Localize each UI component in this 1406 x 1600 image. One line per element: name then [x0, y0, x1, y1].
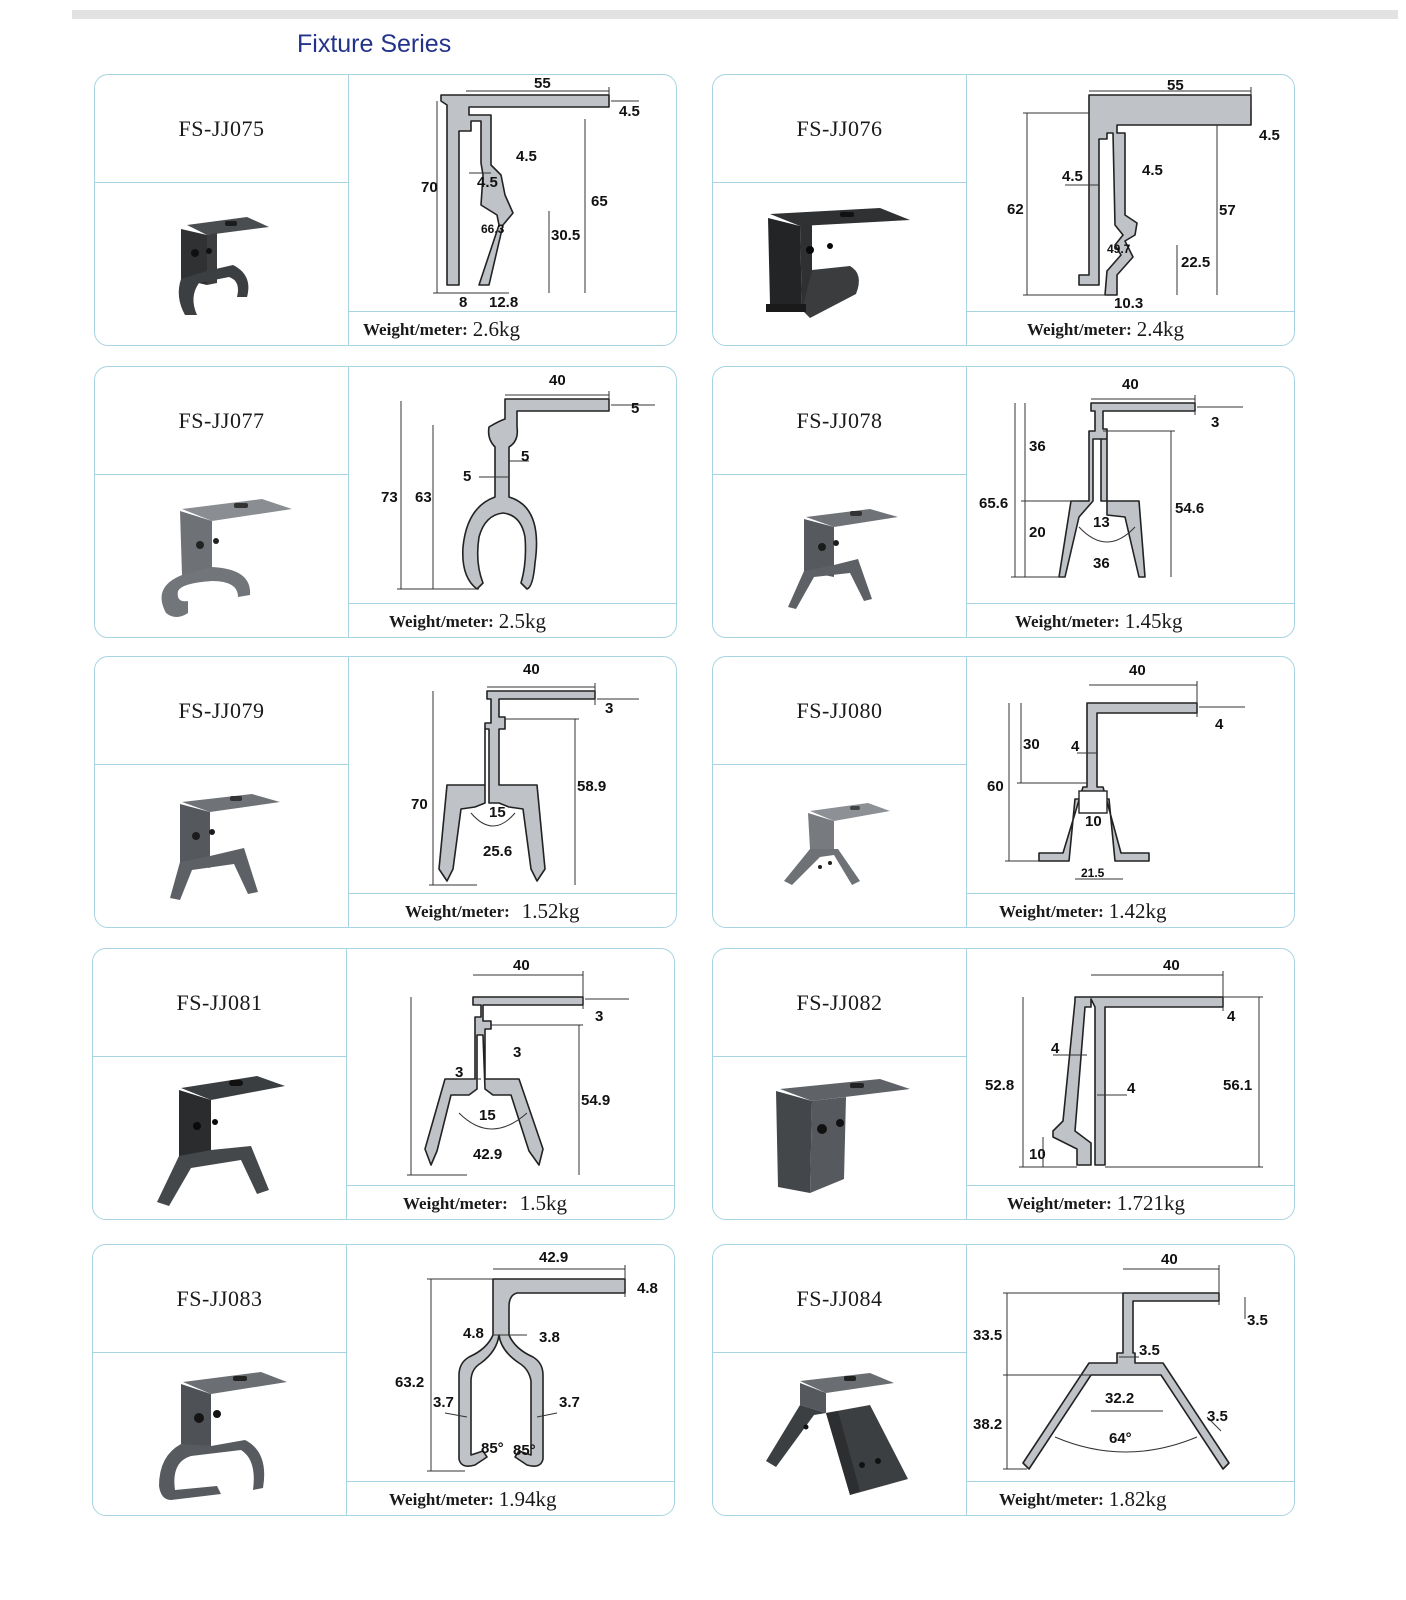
card-left-column: [95, 367, 349, 637]
profile-drawing: [349, 75, 677, 311]
series-title: Fixture Series: [297, 30, 452, 58]
card-left-column: [713, 367, 967, 637]
profile-drawing: [347, 1245, 675, 1481]
dim-label: 40: [1163, 957, 1180, 974]
dim-label: 36: [1029, 438, 1046, 455]
dim-label: 5: [463, 468, 472, 485]
product-photo: [713, 1057, 966, 1220]
dim-label: 3.8: [539, 1329, 560, 1346]
product-photo: [713, 183, 966, 346]
profile-drawing: [967, 949, 1295, 1185]
weight-label: Weight/meter:: [999, 1489, 1104, 1509]
dim-label: 3: [605, 700, 614, 717]
weight-row: [347, 1481, 675, 1516]
dim-label: 8: [459, 294, 468, 311]
product-photo: [713, 1353, 966, 1516]
product-photo: [95, 475, 348, 638]
bracket-render-image: [760, 1365, 920, 1505]
dim-label: 54.6: [1175, 500, 1205, 517]
product-card-fs-jj084: [712, 1244, 1295, 1516]
dim-label: 65: [591, 193, 608, 210]
dim-label: 4.5: [1259, 127, 1280, 144]
weight-label: Weight/meter:: [1027, 319, 1132, 339]
product-code: FS-JJ076: [796, 115, 883, 141]
dim-label: 21.5: [1081, 866, 1105, 880]
bracket-render-image: [780, 797, 900, 897]
dim-label: 3.7: [559, 1394, 580, 1411]
code-cell: [713, 657, 966, 765]
weight-label: Weight/meter:: [1015, 611, 1120, 631]
card-left-column: [93, 1245, 347, 1515]
profile-drawing: [967, 1245, 1295, 1481]
dim-label: 3.5: [1207, 1408, 1228, 1425]
dim-label: 52.8: [985, 1077, 1015, 1094]
dim-label: 85°: [481, 1440, 504, 1457]
weight-label: Weight/meter:: [1007, 1193, 1112, 1213]
code-cell: [95, 657, 348, 765]
product-card-fs-jj081: [92, 948, 675, 1220]
code-cell: [713, 949, 966, 1057]
weight-row: [967, 603, 1295, 638]
dim-label: 49.7: [1107, 242, 1131, 256]
weight-row: [347, 1185, 675, 1220]
weight-value: 1.5kg: [519, 1191, 568, 1215]
weight-row: [349, 893, 677, 928]
product-code: FS-JJ077: [178, 407, 265, 433]
dim-label: 3: [595, 1008, 604, 1025]
dim-label: 62: [1007, 201, 1024, 218]
weight-value: 2.4kg: [1136, 317, 1185, 341]
weight-value: 1.82kg: [1108, 1487, 1167, 1511]
card-left-column: [713, 1245, 967, 1515]
dim-label: 4.8: [637, 1280, 658, 1297]
product-card-fs-jj080: [712, 656, 1295, 928]
card-left-column: [93, 949, 347, 1219]
dim-label: 64°: [1109, 1430, 1132, 1447]
bracket-render-image: [157, 205, 287, 325]
dim-label: 25.6: [483, 843, 513, 860]
dim-label: 13: [1093, 514, 1110, 531]
product-photo: [713, 475, 966, 638]
product-card-fs-jj077: [94, 366, 677, 638]
weight-row: [967, 1185, 1295, 1220]
dim-label: 70: [421, 179, 438, 196]
dim-label: 70: [411, 796, 428, 813]
bracket-render-image: [145, 1064, 295, 1214]
dim-label: 40: [513, 957, 530, 974]
dim-label: 32.2: [1105, 1390, 1135, 1407]
dim-label: 42.9: [539, 1249, 569, 1266]
dim-label: 20: [1029, 524, 1046, 541]
dim-label: 3: [513, 1044, 522, 1061]
dim-label: 3: [1211, 414, 1220, 431]
code-cell: [93, 1245, 346, 1353]
weight-value: 1.721kg: [1116, 1191, 1186, 1215]
dim-label: 36: [1093, 555, 1110, 572]
product-code: FS-JJ078: [796, 407, 883, 433]
product-code: FS-JJ079: [178, 697, 265, 723]
dim-label: 55: [534, 75, 551, 92]
product-card-fs-jj083: [92, 1244, 675, 1516]
product-card-fs-jj078: [712, 366, 1295, 638]
profile-drawing: [349, 657, 677, 893]
dim-label: 33.5: [973, 1327, 1003, 1344]
bracket-render-image: [152, 782, 292, 912]
product-card-fs-jj079: [94, 656, 677, 928]
product-code: FS-JJ083: [176, 1285, 263, 1311]
product-photo: [93, 1353, 346, 1516]
bracket-render-image: [770, 497, 910, 617]
dim-label: 55: [1167, 77, 1184, 94]
dim-label: 15: [479, 1107, 496, 1124]
dim-label: 40: [1122, 376, 1139, 393]
profile-drawing: [347, 949, 675, 1185]
dim-label: 40: [1129, 662, 1146, 679]
product-code: FS-JJ080: [796, 697, 883, 723]
dim-label: 40: [523, 661, 540, 678]
dim-label: 15: [489, 804, 506, 821]
dim-label: 5: [521, 448, 530, 465]
dim-label: 10: [1029, 1146, 1046, 1163]
profile-drawing: [967, 367, 1295, 603]
dim-label: 60: [987, 778, 1004, 795]
bracket-render-image: [142, 487, 302, 627]
dim-label: 30.5: [551, 227, 581, 244]
card-left-column: [95, 75, 349, 345]
weight-value: 1.45kg: [1124, 609, 1183, 633]
product-code: FS-JJ081: [176, 989, 263, 1015]
dim-label: 56.1: [1223, 1077, 1253, 1094]
product-card-fs-jj075: [94, 74, 677, 346]
dim-label: 3: [455, 1064, 464, 1081]
weight-row: [967, 311, 1295, 346]
product-code: FS-JJ084: [796, 1285, 883, 1311]
weight-value: 2.6kg: [472, 317, 521, 341]
weight-label: Weight/meter:: [389, 1489, 494, 1509]
weight-row: [349, 603, 677, 638]
bracket-render-image: [145, 1360, 295, 1510]
product-photo: [713, 765, 966, 928]
dim-label: 54.9: [581, 1092, 611, 1109]
weight-value: 2.5kg: [498, 609, 547, 633]
profile-drawing: [967, 75, 1295, 311]
product-photo: [95, 183, 348, 346]
profile-drawing: [349, 367, 677, 603]
dim-label: 30: [1023, 736, 1040, 753]
dim-label: 4.5: [1062, 168, 1083, 185]
code-cell: [95, 367, 348, 475]
card-left-column: [713, 657, 967, 927]
dim-label: 40: [549, 372, 566, 389]
dim-label: 66.3: [481, 222, 505, 236]
weight-label: Weight/meter:: [405, 901, 510, 921]
weight-row: [967, 1481, 1295, 1516]
dim-label: 22.5: [1181, 254, 1211, 271]
weight-value: 1.42kg: [1108, 899, 1167, 923]
product-photo: [93, 1057, 346, 1220]
dim-label: 10.3: [1114, 295, 1144, 311]
dim-label: 38.2: [973, 1416, 1003, 1433]
bracket-render-image: [760, 1069, 920, 1209]
weight-label: Weight/meter:: [999, 901, 1104, 921]
dim-label: 4.5: [1142, 162, 1163, 179]
weight-value: 1.94kg: [498, 1487, 557, 1511]
weight-label: Weight/meter:: [389, 611, 494, 631]
dim-label: 3.7: [433, 1394, 454, 1411]
product-code: FS-JJ075: [178, 115, 265, 141]
dim-label: 63: [415, 489, 432, 506]
dim-label: 63.2: [395, 1374, 425, 1391]
card-left-column: [95, 657, 349, 927]
card-left-column: [713, 949, 967, 1219]
dim-label: 4.5: [619, 103, 640, 120]
dim-label: 4: [1051, 1040, 1060, 1057]
dim-label: 58.9: [577, 778, 607, 795]
weight-row: [967, 893, 1295, 928]
profile-drawing: [967, 657, 1295, 893]
dim-label: 40: [1161, 1251, 1178, 1268]
code-cell: [93, 949, 346, 1057]
weight-label: Weight/meter:: [363, 319, 468, 339]
code-cell: [713, 367, 966, 475]
code-cell: [713, 75, 966, 183]
code-cell: [713, 1245, 966, 1353]
dim-label: 4.8: [463, 1325, 484, 1342]
product-code: FS-JJ082: [796, 989, 883, 1015]
dim-label: 85°: [513, 1442, 536, 1459]
product-card-fs-jj082: [712, 948, 1295, 1220]
code-cell: [95, 75, 348, 183]
dim-label: 10: [1085, 813, 1102, 830]
dim-label: 4: [1227, 1008, 1236, 1025]
dim-label: 4.5: [516, 148, 537, 165]
dim-label: 5: [631, 400, 640, 417]
dim-label: 4: [1127, 1080, 1136, 1097]
product-card-fs-jj076: [712, 74, 1295, 346]
product-photo: [95, 765, 348, 928]
top-divider-bar: [72, 10, 1398, 19]
dim-label: 42.9: [473, 1146, 503, 1163]
weight-label: Weight/meter:: [403, 1193, 508, 1213]
dim-label: 65.6: [979, 495, 1009, 512]
weight-value: 1.52kg: [521, 899, 580, 923]
dim-label: 73: [381, 489, 398, 506]
weight-row: [349, 311, 677, 346]
dim-label: 57: [1219, 202, 1236, 219]
dim-label: 12.8: [489, 294, 519, 311]
dim-label: 4: [1071, 738, 1080, 755]
dim-label: 3.5: [1247, 1312, 1268, 1329]
dim-label: 3.5: [1139, 1342, 1160, 1359]
dim-label: 4: [1215, 716, 1224, 733]
card-left-column: [713, 75, 967, 345]
bracket-render-image: [760, 200, 920, 330]
dim-label: 4.5: [477, 174, 498, 191]
